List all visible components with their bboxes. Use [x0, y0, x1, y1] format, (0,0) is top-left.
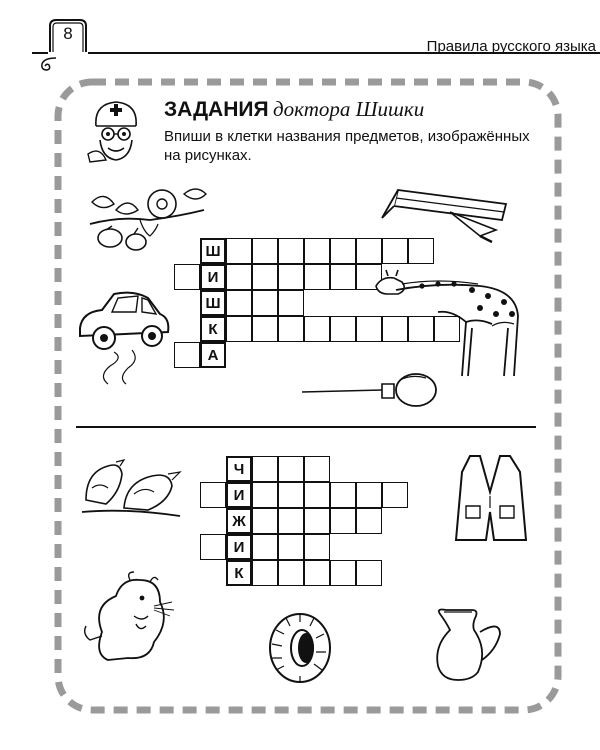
crossword-cell[interactable]: [226, 316, 252, 342]
crossword-cell[interactable]: [278, 560, 304, 586]
crossword-cell[interactable]: [330, 508, 356, 534]
crossword-cell[interactable]: [304, 482, 330, 508]
crossword-cell[interactable]: [278, 482, 304, 508]
crossword-cell[interactable]: [252, 508, 278, 534]
crossword-key-cell: К: [226, 560, 252, 586]
crossword-cell[interactable]: [304, 560, 330, 586]
crossword-cell[interactable]: [356, 238, 382, 264]
crossword-key-cell: Ж: [226, 508, 252, 534]
tire-picture: [266, 610, 334, 686]
crossword-cell[interactable]: [330, 482, 356, 508]
task-title: [164, 97, 424, 122]
hamster-picture: [82, 570, 180, 670]
crossword-key-cell: Ч: [226, 456, 252, 482]
crossword-key-cell: И: [200, 264, 226, 290]
crossword-cell[interactable]: [278, 456, 304, 482]
doctor-shishka-icon: [80, 96, 152, 166]
crossword-cell[interactable]: [200, 534, 226, 560]
crossword-key-cell: А: [200, 342, 226, 368]
crossword-cell[interactable]: [226, 290, 252, 316]
crossword-cell[interactable]: [252, 264, 278, 290]
vest-picture: [454, 452, 528, 542]
crossword-key-cell: И: [226, 534, 252, 560]
crossword-cell[interactable]: [278, 508, 304, 534]
crossword-cell[interactable]: [200, 482, 226, 508]
crossword-cell[interactable]: [252, 290, 278, 316]
crossword-cell[interactable]: [278, 316, 304, 342]
siskin-birds-picture: [76, 452, 186, 528]
car-picture: [74, 286, 174, 386]
crossword-key-cell: И: [226, 482, 252, 508]
crossword-cell[interactable]: [278, 238, 304, 264]
crossword-key-cell: Ш: [200, 290, 226, 316]
crossword-cell[interactable]: [278, 290, 304, 316]
crossword-cell[interactable]: [330, 316, 356, 342]
running-title: Правила русского языка: [426, 38, 596, 55]
crossword-cell[interactable]: [252, 238, 278, 264]
rosehip-picture: [80, 180, 215, 258]
awl-picture: [300, 370, 440, 414]
crossword-cell[interactable]: [174, 264, 200, 290]
crossword-cell[interactable]: [304, 456, 330, 482]
pencil-picture: [380, 174, 520, 244]
crossword-cell[interactable]: [226, 264, 252, 290]
crossword-cell[interactable]: [304, 238, 330, 264]
crossword-cell[interactable]: [304, 264, 330, 290]
crossword-cell[interactable]: [330, 238, 356, 264]
crossword-cell[interactable]: [304, 508, 330, 534]
crossword-cell[interactable]: [252, 560, 278, 586]
crossword-cell[interactable]: [252, 534, 278, 560]
crossword-cell[interactable]: [382, 482, 408, 508]
task-title-bold: ЗАДАНИЯ: [164, 98, 269, 121]
page-number: 8: [63, 24, 73, 43]
crossword-cell[interactable]: [252, 456, 278, 482]
section-divider: [76, 426, 536, 428]
crossword-cell[interactable]: [356, 508, 382, 534]
crossword-cell[interactable]: [278, 264, 304, 290]
crossword-cell[interactable]: [330, 264, 356, 290]
crossword-cell[interactable]: [356, 482, 382, 508]
crossword-cell[interactable]: [304, 316, 330, 342]
crossword-cell[interactable]: [226, 238, 252, 264]
crossword-cell[interactable]: [174, 342, 200, 368]
giraffe-picture: [368, 268, 534, 380]
jug-picture: [432, 606, 504, 682]
task-title-italic: доктора Шишки: [273, 97, 425, 121]
crossword-key-cell: Ш: [200, 238, 226, 264]
crossword-key-cell: К: [200, 316, 226, 342]
crossword-cell[interactable]: [252, 482, 278, 508]
crossword-cell[interactable]: [356, 560, 382, 586]
crossword-cell[interactable]: [278, 534, 304, 560]
crossword-cell[interactable]: [252, 316, 278, 342]
crossword-cell[interactable]: [304, 534, 330, 560]
task-instruction: Впиши в клетки названия предметов, изображённых на рисунках.: [164, 128, 530, 164]
crossword-cell[interactable]: [330, 560, 356, 586]
